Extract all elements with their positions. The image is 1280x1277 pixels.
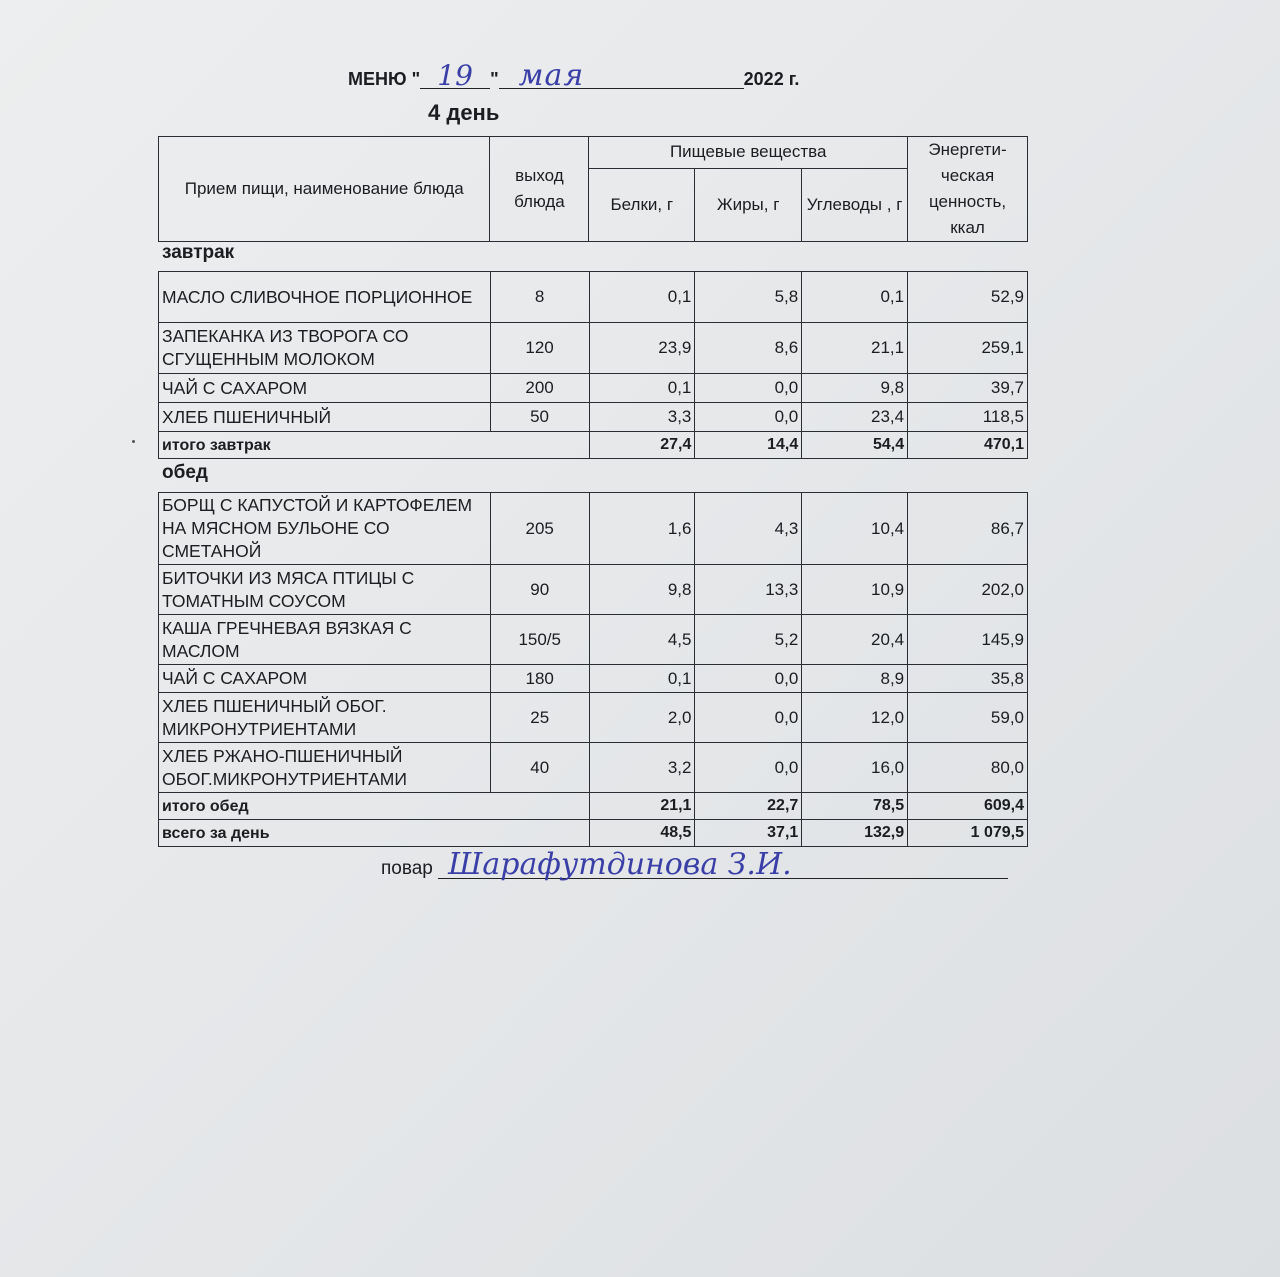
cook-label: повар xyxy=(381,858,433,879)
dish-fat: 0,0 xyxy=(695,403,802,432)
dish-protein: 3,3 xyxy=(589,403,695,432)
dish-yield: 25 xyxy=(490,693,589,743)
dish-yield: 90 xyxy=(490,565,589,615)
col-yield: выход блюда xyxy=(490,137,589,242)
total-row xyxy=(159,793,1028,820)
dish-fat: 13,3 xyxy=(695,565,802,615)
day-total-fat: 37,1 xyxy=(695,820,802,847)
paper-speck xyxy=(132,440,135,443)
dish-protein: 2,0 xyxy=(589,693,695,743)
section-breakfast: завтрак xyxy=(162,242,235,263)
dish-carbs: 23,4 xyxy=(802,403,908,432)
dish-protein: 0,1 xyxy=(589,272,695,323)
day-total-label: всего за день xyxy=(159,820,590,847)
dish-energy: 52,9 xyxy=(908,272,1028,323)
table-row xyxy=(159,272,1028,323)
dish-carbs: 21,1 xyxy=(802,323,908,374)
dish-yield: 200 xyxy=(490,374,589,403)
total-energy: 470,1 xyxy=(908,432,1028,459)
table-row xyxy=(159,615,1028,665)
menu-header xyxy=(348,58,800,93)
day-number: 4 день xyxy=(428,100,500,125)
dish-name: ЧАЙ С САХАРОМ xyxy=(159,374,491,403)
total-fat: 14,4 xyxy=(695,432,802,459)
dish-yield: 40 xyxy=(490,743,589,793)
dish-protein: 23,9 xyxy=(589,323,695,374)
table-row xyxy=(159,403,1028,432)
day-total-carbs: 132,9 xyxy=(802,820,908,847)
col-fat: Жиры, г xyxy=(695,168,802,242)
total-energy: 609,4 xyxy=(908,793,1028,820)
total-row xyxy=(159,432,1028,459)
dish-carbs: 16,0 xyxy=(802,743,908,793)
day-total-energy: 1 079,5 xyxy=(908,820,1028,847)
table-row xyxy=(159,665,1028,693)
dish-yield: 8 xyxy=(490,272,589,323)
lunch-table xyxy=(158,492,1028,847)
dish-protein: 3,2 xyxy=(589,743,695,793)
dish-fat: 0,0 xyxy=(695,743,802,793)
dish-name: ХЛЕБ ПШЕНИЧНЫЙ ОБОГ. МИКРОНУТРИЕНТАМИ xyxy=(159,693,491,743)
total-label: итого завтрак xyxy=(159,432,590,459)
col-carbs: Углеводы , г xyxy=(802,168,908,242)
col-energy: Энергети-ческая ценность, ккал xyxy=(908,137,1028,242)
table-row xyxy=(159,565,1028,615)
dish-energy: 145,9 xyxy=(908,615,1028,665)
dish-name: ЗАПЕКАНКА ИЗ ТВОРОГА СО СГУЩЕННЫМ МОЛОКОМ xyxy=(159,323,491,374)
menu-year: 2022 г. xyxy=(743,69,800,89)
table-row xyxy=(159,743,1028,793)
total-label: итого обед xyxy=(159,793,590,820)
dish-name: МАСЛО СЛИВОЧНОЕ ПОРЦИОННОЕ xyxy=(159,272,491,323)
dish-carbs: 8,9 xyxy=(802,665,908,693)
dish-yield: 150/5 xyxy=(490,615,589,665)
cook-signature-line xyxy=(381,847,1008,882)
table-row xyxy=(159,693,1028,743)
table-row xyxy=(159,374,1028,403)
dish-energy: 202,0 xyxy=(908,565,1028,615)
dish-energy: 86,7 xyxy=(908,493,1028,565)
dish-protein: 0,1 xyxy=(589,374,695,403)
dish-carbs: 20,4 xyxy=(802,615,908,665)
col-meal: Прием пищи, наименование блюда xyxy=(159,137,490,242)
dish-protein: 9,8 xyxy=(589,565,695,615)
dish-carbs: 10,4 xyxy=(802,493,908,565)
dish-yield: 205 xyxy=(490,493,589,565)
dish-energy: 35,8 xyxy=(908,665,1028,693)
total-carbs: 78,5 xyxy=(802,793,908,820)
total-protein: 21,1 xyxy=(589,793,695,820)
dish-energy: 59,0 xyxy=(908,693,1028,743)
dish-name: ХЛЕБ ПШЕНИЧНЫЙ xyxy=(159,403,491,432)
dish-name: БОРЩ С КАПУСТОЙ И КАРТОФЕЛЕМ НА МЯСНОМ БУЛЬОНЕ СО СМЕТАНОЙ xyxy=(159,493,491,565)
handwritten-month: мая xyxy=(499,64,744,89)
col-protein: Белки, г xyxy=(589,168,695,242)
dish-yield: 180 xyxy=(490,665,589,693)
dish-protein: 0,1 xyxy=(589,665,695,693)
dish-energy: 118,5 xyxy=(908,403,1028,432)
dish-carbs: 12,0 xyxy=(802,693,908,743)
dish-carbs: 0,1 xyxy=(802,272,908,323)
day-total-row xyxy=(159,820,1028,847)
dish-yield: 120 xyxy=(490,323,589,374)
total-fat: 22,7 xyxy=(695,793,802,820)
breakfast-table xyxy=(158,271,1028,459)
dish-name: БИТОЧКИ ИЗ МЯСА ПТИЦЫ С ТОМАТНЫМ СОУСОМ xyxy=(159,565,491,615)
dish-fat: 5,8 xyxy=(695,272,802,323)
dish-fat: 8,6 xyxy=(695,323,802,374)
dish-fat: 5,2 xyxy=(695,615,802,665)
total-protein: 27,4 xyxy=(589,432,695,459)
dish-yield: 50 xyxy=(490,403,589,432)
menu-prefix: МЕНЮ " xyxy=(348,69,421,89)
dish-carbs: 9,8 xyxy=(802,374,908,403)
dish-energy: 80,0 xyxy=(908,743,1028,793)
col-nutrients: Пищевые вещества xyxy=(589,137,908,169)
dish-name: ХЛЕБ РЖАНО-ПШЕНИЧНЫЙ ОБОГ.МИКРОНУТРИЕНТАМИ xyxy=(159,743,491,793)
menu-mid-quote: " xyxy=(490,69,499,89)
dish-fat: 0,0 xyxy=(695,374,802,403)
cook-signature: Шарафутдинова З.И. xyxy=(438,852,1008,879)
dish-fat: 0,0 xyxy=(695,693,802,743)
total-carbs: 54,4 xyxy=(802,432,908,459)
dish-carbs: 10,9 xyxy=(802,565,908,615)
table-row xyxy=(159,493,1028,565)
dish-name: ЧАЙ С САХАРОМ xyxy=(159,665,491,693)
dish-fat: 4,3 xyxy=(695,493,802,565)
table-row xyxy=(159,323,1028,374)
dish-protein: 4,5 xyxy=(589,615,695,665)
day-total-protein: 48,5 xyxy=(589,820,695,847)
table-header xyxy=(158,136,1028,242)
dish-fat: 0,0 xyxy=(695,665,802,693)
dish-energy: 259,1 xyxy=(908,323,1028,374)
dish-energy: 39,7 xyxy=(908,374,1028,403)
dish-name: КАША ГРЕЧНЕВАЯ ВЯЗКАЯ С МАСЛОМ xyxy=(159,615,491,665)
dish-protein: 1,6 xyxy=(589,493,695,565)
handwritten-day: 19 xyxy=(420,64,490,89)
section-lunch: обед xyxy=(162,462,208,483)
